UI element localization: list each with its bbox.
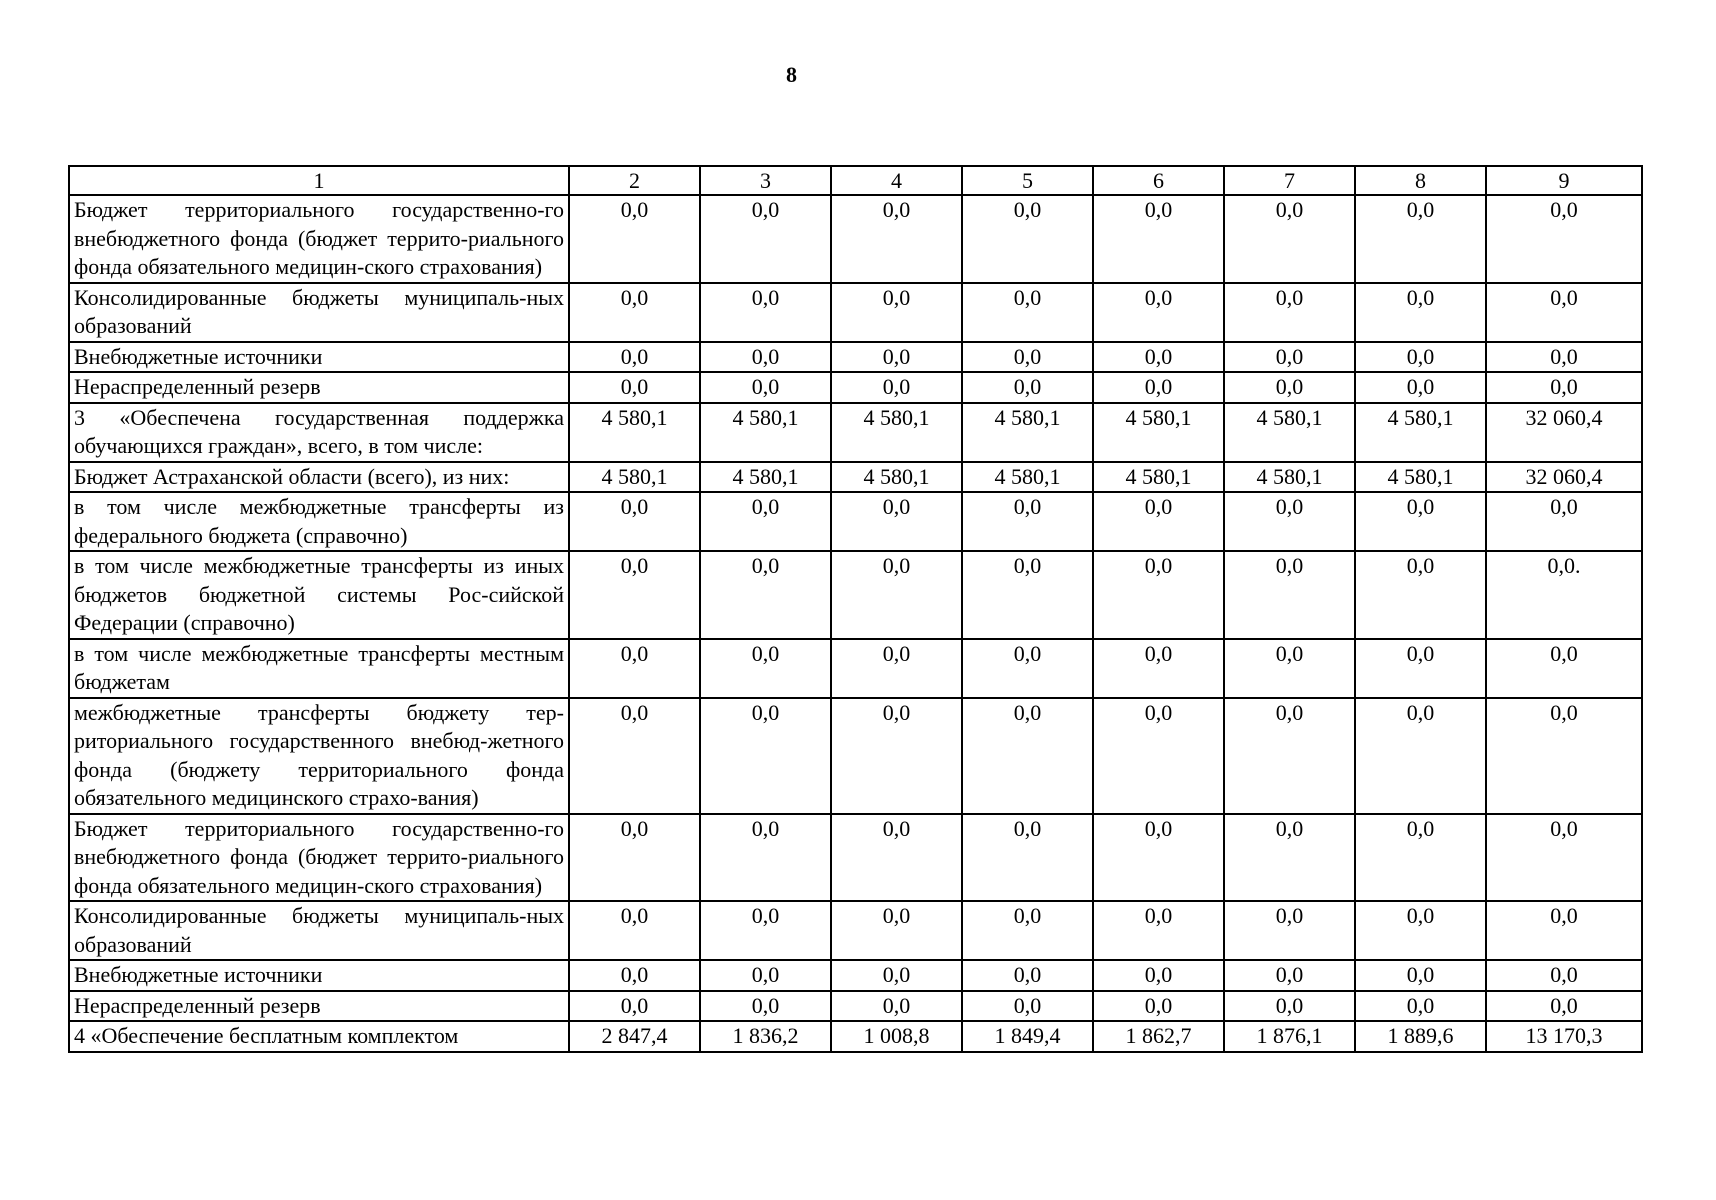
value-cell: 0,0 (831, 639, 962, 698)
row-label: межбюджетные трансферты бюджету тер-риториального государственного внебюд-жетного фонда (бюджету территориального фонда обязательного медицинского страхо-вания) (69, 698, 569, 814)
value-cell: 2 847,4 (569, 1021, 700, 1052)
value-cell: 0,0 (1224, 551, 1355, 639)
value-cell: 0,0 (831, 342, 962, 373)
value-cell: 0,0 (700, 991, 831, 1022)
value-cell: 0,0 (1093, 960, 1224, 991)
value-cell: 0,0 (569, 991, 700, 1022)
value-cell: 4 580,1 (831, 462, 962, 493)
value-cell: 4 580,1 (1093, 403, 1224, 462)
value-cell: 4 580,1 (700, 462, 831, 493)
value-cell: 0,0 (962, 195, 1093, 283)
value-cell: 0,0 (700, 372, 831, 403)
value-cell: 4 580,1 (569, 462, 700, 493)
value-cell: 1 008,8 (831, 1021, 962, 1052)
column-header: 7 (1224, 166, 1355, 195)
table-row (69, 403, 1642, 462)
row-label: Консолидированные бюджеты муниципаль-ных образований (69, 901, 569, 960)
header-row (69, 166, 1642, 195)
value-cell: 0,0 (831, 372, 962, 403)
value-cell: 0,0 (1224, 814, 1355, 902)
value-cell: 0,0 (1355, 698, 1486, 814)
value-cell: 0,0 (1486, 283, 1642, 342)
value-cell: 0,0 (831, 814, 962, 902)
value-cell: 0,0 (1093, 551, 1224, 639)
value-cell: 0,0 (1486, 372, 1642, 403)
value-cell: 0,0 (831, 551, 962, 639)
value-cell: 0,0 (700, 639, 831, 698)
table-row (69, 283, 1642, 342)
value-cell: 4 580,1 (1355, 403, 1486, 462)
value-cell: 0,0 (831, 195, 962, 283)
value-cell: 0,0 (1224, 639, 1355, 698)
value-cell: 0,0 (1486, 639, 1642, 698)
value-cell: 0,0 (1355, 372, 1486, 403)
value-cell: 0,0 (569, 372, 700, 403)
table-row (69, 342, 1642, 373)
value-cell: 0,0 (1486, 991, 1642, 1022)
value-cell: 0,0 (700, 698, 831, 814)
value-cell: 0,0 (569, 960, 700, 991)
value-cell: 4 580,1 (1355, 462, 1486, 493)
value-cell: 0,0 (1355, 283, 1486, 342)
value-cell: 0,0 (700, 901, 831, 960)
table-row (69, 1021, 1642, 1052)
value-cell: 0,0 (1355, 639, 1486, 698)
value-cell: 0,0 (831, 960, 962, 991)
row-label: 4 «Обеспечение бесплатным комплектом (69, 1021, 569, 1052)
value-cell: 0,0 (569, 492, 700, 551)
value-cell: 0,0 (1093, 639, 1224, 698)
value-cell: 1 876,1 (1224, 1021, 1355, 1052)
column-header: 9 (1486, 166, 1642, 195)
table-row (69, 960, 1642, 991)
row-label: в том числе межбюджетные трансферты из иных бюджетов бюджетной системы Рос-сийской Федерации (справочно) (69, 551, 569, 639)
value-cell: 0,0 (700, 195, 831, 283)
value-cell: 32 060,4 (1486, 403, 1642, 462)
table-row (69, 639, 1642, 698)
row-label: Внебюджетные источники (69, 342, 569, 373)
row-label: Нераспределенный резерв (69, 991, 569, 1022)
value-cell: 1 836,2 (700, 1021, 831, 1052)
value-cell: 0,0 (1486, 960, 1642, 991)
value-cell: 0,0 (1486, 901, 1642, 960)
row-label: 3 «Обеспечена государственная поддержка обучающихся граждан», всего, в том числе: (69, 403, 569, 462)
value-cell: 0,0 (1486, 698, 1642, 814)
value-cell: 0,0 (1093, 901, 1224, 960)
table-row (69, 698, 1642, 814)
row-label: Внебюджетные источники (69, 960, 569, 991)
value-cell: 0,0 (962, 639, 1093, 698)
value-cell: 0,0 (1224, 195, 1355, 283)
page-number: 8 (786, 62, 797, 87)
table-row (69, 814, 1642, 902)
value-cell: 0,0 (962, 283, 1093, 342)
value-cell: 4 580,1 (569, 403, 700, 462)
value-cell: 0,0 (831, 492, 962, 551)
value-cell: 0,0 (831, 698, 962, 814)
value-cell: 0,0 (1093, 492, 1224, 551)
value-cell: 4 580,1 (700, 403, 831, 462)
value-cell: 0,0 (1224, 960, 1355, 991)
value-cell: 0,0 (962, 551, 1093, 639)
value-cell: 0,0 (569, 901, 700, 960)
value-cell: 4 580,1 (1224, 462, 1355, 493)
value-cell: 0,0 (962, 814, 1093, 902)
value-cell: 0,0 (1224, 698, 1355, 814)
table-body (69, 195, 1642, 1052)
value-cell: 0,0 (1486, 342, 1642, 373)
value-cell: 0,0 (1486, 814, 1642, 902)
value-cell: 0,0 (962, 991, 1093, 1022)
value-cell: 0,0 (962, 372, 1093, 403)
value-cell: 0,0 (700, 492, 831, 551)
table-row (69, 991, 1642, 1022)
value-cell: 0,0 (1486, 195, 1642, 283)
value-cell: 0,0 (1355, 814, 1486, 902)
column-header: 3 (700, 166, 831, 195)
value-cell: 0,0 (1224, 283, 1355, 342)
row-label: Бюджет территориального государственно-го внебюджетного фонда (бюджет террито-риального фонда обязательного медицин-ского страхования) (69, 195, 569, 283)
value-cell: 0,0 (962, 901, 1093, 960)
value-cell: 0,0 (962, 492, 1093, 551)
value-cell: 0,0 (1355, 991, 1486, 1022)
row-label: Бюджет Астраханской области (всего), из них: (69, 462, 569, 493)
table-row (69, 195, 1642, 283)
value-cell: 0,0 (569, 551, 700, 639)
value-cell: 4 580,1 (962, 462, 1093, 493)
value-cell: 0,0 (1355, 492, 1486, 551)
column-header: 5 (962, 166, 1093, 195)
value-cell: 0,0 (962, 342, 1093, 373)
value-cell: 13 170,3 (1486, 1021, 1642, 1052)
value-cell: 0,0 (1093, 342, 1224, 373)
value-cell: 0,0 (1355, 195, 1486, 283)
value-cell: 4 580,1 (962, 403, 1093, 462)
value-cell: 0,0 (569, 814, 700, 902)
value-cell: 0,0 (1355, 342, 1486, 373)
column-header: 8 (1355, 166, 1486, 195)
value-cell: 0,0 (831, 991, 962, 1022)
value-cell: 0,0 (569, 698, 700, 814)
value-cell: 0,0 (1224, 901, 1355, 960)
row-label: в том числе межбюджетные трансферты из федерального бюджета (справочно) (69, 492, 569, 551)
value-cell: 4 580,1 (1224, 403, 1355, 462)
value-cell: 0,0 (1224, 342, 1355, 373)
value-cell: 1 862,7 (1093, 1021, 1224, 1052)
value-cell: 0,0 (1224, 991, 1355, 1022)
column-header: 2 (569, 166, 700, 195)
value-cell: 0,0 (700, 960, 831, 991)
value-cell: 0,0 (1093, 698, 1224, 814)
value-cell: 0,0 (1093, 814, 1224, 902)
value-cell: 4 580,1 (1093, 462, 1224, 493)
budget-table (68, 165, 1643, 1053)
value-cell: 0,0 (1355, 960, 1486, 991)
table-row (69, 901, 1642, 960)
value-cell: 0,0 (962, 960, 1093, 991)
value-cell: 0,0 (700, 283, 831, 342)
value-cell: 0,0 (831, 901, 962, 960)
column-header: 6 (1093, 166, 1224, 195)
value-cell: 1 889,6 (1355, 1021, 1486, 1052)
value-cell: 0,0 (1486, 492, 1642, 551)
row-label: Нераспределенный резерв (69, 372, 569, 403)
value-cell: 0,0 (1355, 551, 1486, 639)
value-cell: 0,0 (1093, 195, 1224, 283)
value-cell: 32 060,4 (1486, 462, 1642, 493)
table-row (69, 372, 1642, 403)
value-cell: 0,0. (1486, 551, 1642, 639)
value-cell: 0,0 (569, 639, 700, 698)
value-cell: 0,0 (569, 195, 700, 283)
value-cell: 0,0 (700, 551, 831, 639)
value-cell: 0,0 (1093, 991, 1224, 1022)
value-cell: 0,0 (1093, 283, 1224, 342)
value-cell: 0,0 (700, 814, 831, 902)
value-cell: 0,0 (1224, 492, 1355, 551)
value-cell: 0,0 (962, 698, 1093, 814)
value-cell: 0,0 (700, 342, 831, 373)
table-row (69, 492, 1642, 551)
row-label: Консолидированные бюджеты муниципаль-ных образований (69, 283, 569, 342)
row-label: в том числе межбюджетные трансферты местным бюджетам (69, 639, 569, 698)
value-cell: 0,0 (1355, 901, 1486, 960)
table-row (69, 551, 1642, 639)
value-cell: 0,0 (1093, 372, 1224, 403)
value-cell: 0,0 (831, 283, 962, 342)
value-cell: 4 580,1 (831, 403, 962, 462)
value-cell: 1 849,4 (962, 1021, 1093, 1052)
column-header: 4 (831, 166, 962, 195)
value-cell: 0,0 (1224, 372, 1355, 403)
table-row (69, 462, 1642, 493)
value-cell: 0,0 (569, 342, 700, 373)
row-label: Бюджет территориального государственно-го внебюджетного фонда (бюджет террито-риального фонда обязательного медицин-ского страхования) (69, 814, 569, 902)
value-cell: 0,0 (569, 283, 700, 342)
column-header: 1 (69, 166, 569, 195)
